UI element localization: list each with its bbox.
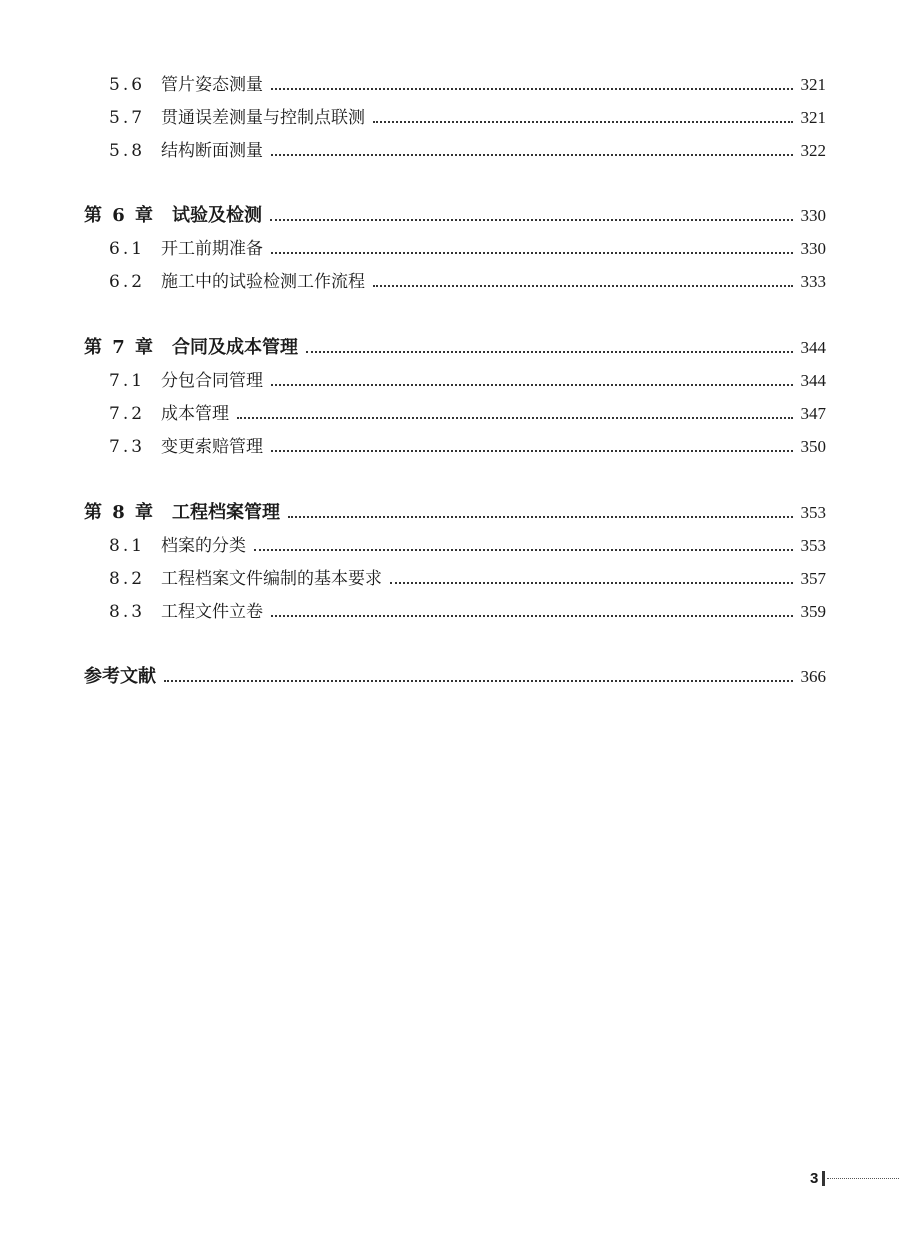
dot-leader bbox=[254, 549, 793, 551]
page-footer bbox=[810, 1170, 900, 1187]
dot-leader bbox=[237, 417, 793, 419]
toc-entry-8-2[interactable] bbox=[109, 564, 826, 594]
dot-leader bbox=[271, 384, 793, 386]
dot-leader bbox=[270, 219, 793, 221]
toc-chapter-8[interactable] bbox=[84, 498, 826, 528]
toc-page-number: 333 bbox=[800, 272, 826, 291]
toc-page-number: 330 bbox=[800, 206, 826, 225]
toc-title: 工程文件立卷 bbox=[161, 602, 263, 622]
toc-number: 7.3 bbox=[109, 437, 146, 457]
footer-bar bbox=[822, 1171, 825, 1186]
toc-entry-7-1[interactable] bbox=[109, 366, 826, 396]
dot-leader bbox=[373, 121, 793, 123]
toc-page-number: 321 bbox=[800, 108, 826, 127]
toc-page-number: 347 bbox=[800, 404, 826, 423]
toc-number: 8.3 bbox=[109, 602, 146, 622]
dot-leader bbox=[271, 88, 793, 90]
toc-number: 7.1 bbox=[109, 371, 146, 391]
toc-page-number: 357 bbox=[800, 569, 826, 588]
toc-title: 结构断面测量 bbox=[161, 141, 263, 161]
toc-number: 6.1 bbox=[109, 239, 146, 259]
dot-leader bbox=[306, 351, 793, 353]
toc-number: 6.2 bbox=[109, 272, 146, 292]
toc-number: 8.2 bbox=[109, 569, 146, 589]
toc-page-number: 353 bbox=[800, 503, 826, 522]
chapter-number: 第 6 章 bbox=[84, 205, 156, 226]
chapter-number: 第 7 章 bbox=[84, 337, 156, 358]
dot-leader bbox=[288, 516, 793, 518]
chapter-title: 工程档案管理 bbox=[172, 502, 280, 523]
toc-chapter-7[interactable] bbox=[84, 333, 826, 363]
toc-title: 施工中的试验检测工作流程 bbox=[161, 272, 365, 292]
toc-chapter-6[interactable] bbox=[84, 201, 826, 231]
toc-number: 7.2 bbox=[109, 404, 146, 424]
toc-entry-7-2[interactable] bbox=[109, 399, 826, 429]
dot-leader bbox=[390, 582, 793, 584]
dot-leader bbox=[271, 252, 793, 254]
toc-title: 管片姿态测量 bbox=[161, 75, 263, 95]
toc-number: 5.6 bbox=[109, 75, 146, 95]
toc-title: 变更索赔管理 bbox=[161, 437, 263, 457]
dot-leader bbox=[271, 615, 793, 617]
dot-leader bbox=[271, 450, 793, 452]
toc-number: 8.1 bbox=[109, 536, 146, 556]
toc-entry-7-3[interactable] bbox=[109, 432, 826, 462]
chapter-title: 试验及检测 bbox=[172, 205, 262, 226]
toc-title: 开工前期准备 bbox=[161, 239, 263, 259]
toc-page-number: 330 bbox=[800, 239, 826, 258]
toc-title: 分包合同管理 bbox=[161, 371, 263, 391]
toc-entry-5-8[interactable] bbox=[109, 136, 826, 166]
toc-page-number: 366 bbox=[800, 667, 826, 686]
dot-leader bbox=[373, 285, 793, 287]
toc-title: 贯通误差测量与控制点联测 bbox=[161, 108, 365, 128]
dot-leader bbox=[164, 680, 793, 682]
dot-leader bbox=[271, 154, 793, 156]
chapter-title: 合同及成本管理 bbox=[172, 337, 298, 358]
references-title: 参考文献 bbox=[84, 666, 156, 687]
toc-entry-6-1[interactable] bbox=[109, 234, 826, 264]
toc-page-number: 344 bbox=[800, 338, 826, 357]
toc-page-number: 350 bbox=[800, 437, 826, 456]
footer-rule bbox=[827, 1178, 900, 1179]
toc-title: 工程档案文件编制的基本要求 bbox=[161, 569, 382, 589]
toc-page-number: 322 bbox=[800, 141, 826, 160]
toc-title: 成本管理 bbox=[161, 404, 229, 424]
toc-page-number: 344 bbox=[800, 371, 826, 390]
toc-entry-5-6[interactable] bbox=[109, 70, 826, 100]
toc-number: 5.8 bbox=[109, 141, 146, 161]
toc-references[interactable] bbox=[84, 662, 826, 692]
toc-page-number: 353 bbox=[800, 536, 826, 555]
toc-entry-5-7[interactable] bbox=[109, 103, 826, 133]
toc-title: 档案的分类 bbox=[161, 536, 246, 556]
toc-page-number: 359 bbox=[800, 602, 826, 621]
toc-page-number: 321 bbox=[800, 75, 826, 94]
toc-number: 5.7 bbox=[109, 108, 146, 128]
toc-entry-8-1[interactable] bbox=[109, 531, 826, 561]
footer-page-number: 3 bbox=[810, 1170, 819, 1187]
toc-entry-8-3[interactable] bbox=[109, 597, 826, 627]
toc-entry-6-2[interactable] bbox=[109, 267, 826, 297]
chapter-number: 第 8 章 bbox=[84, 502, 156, 523]
